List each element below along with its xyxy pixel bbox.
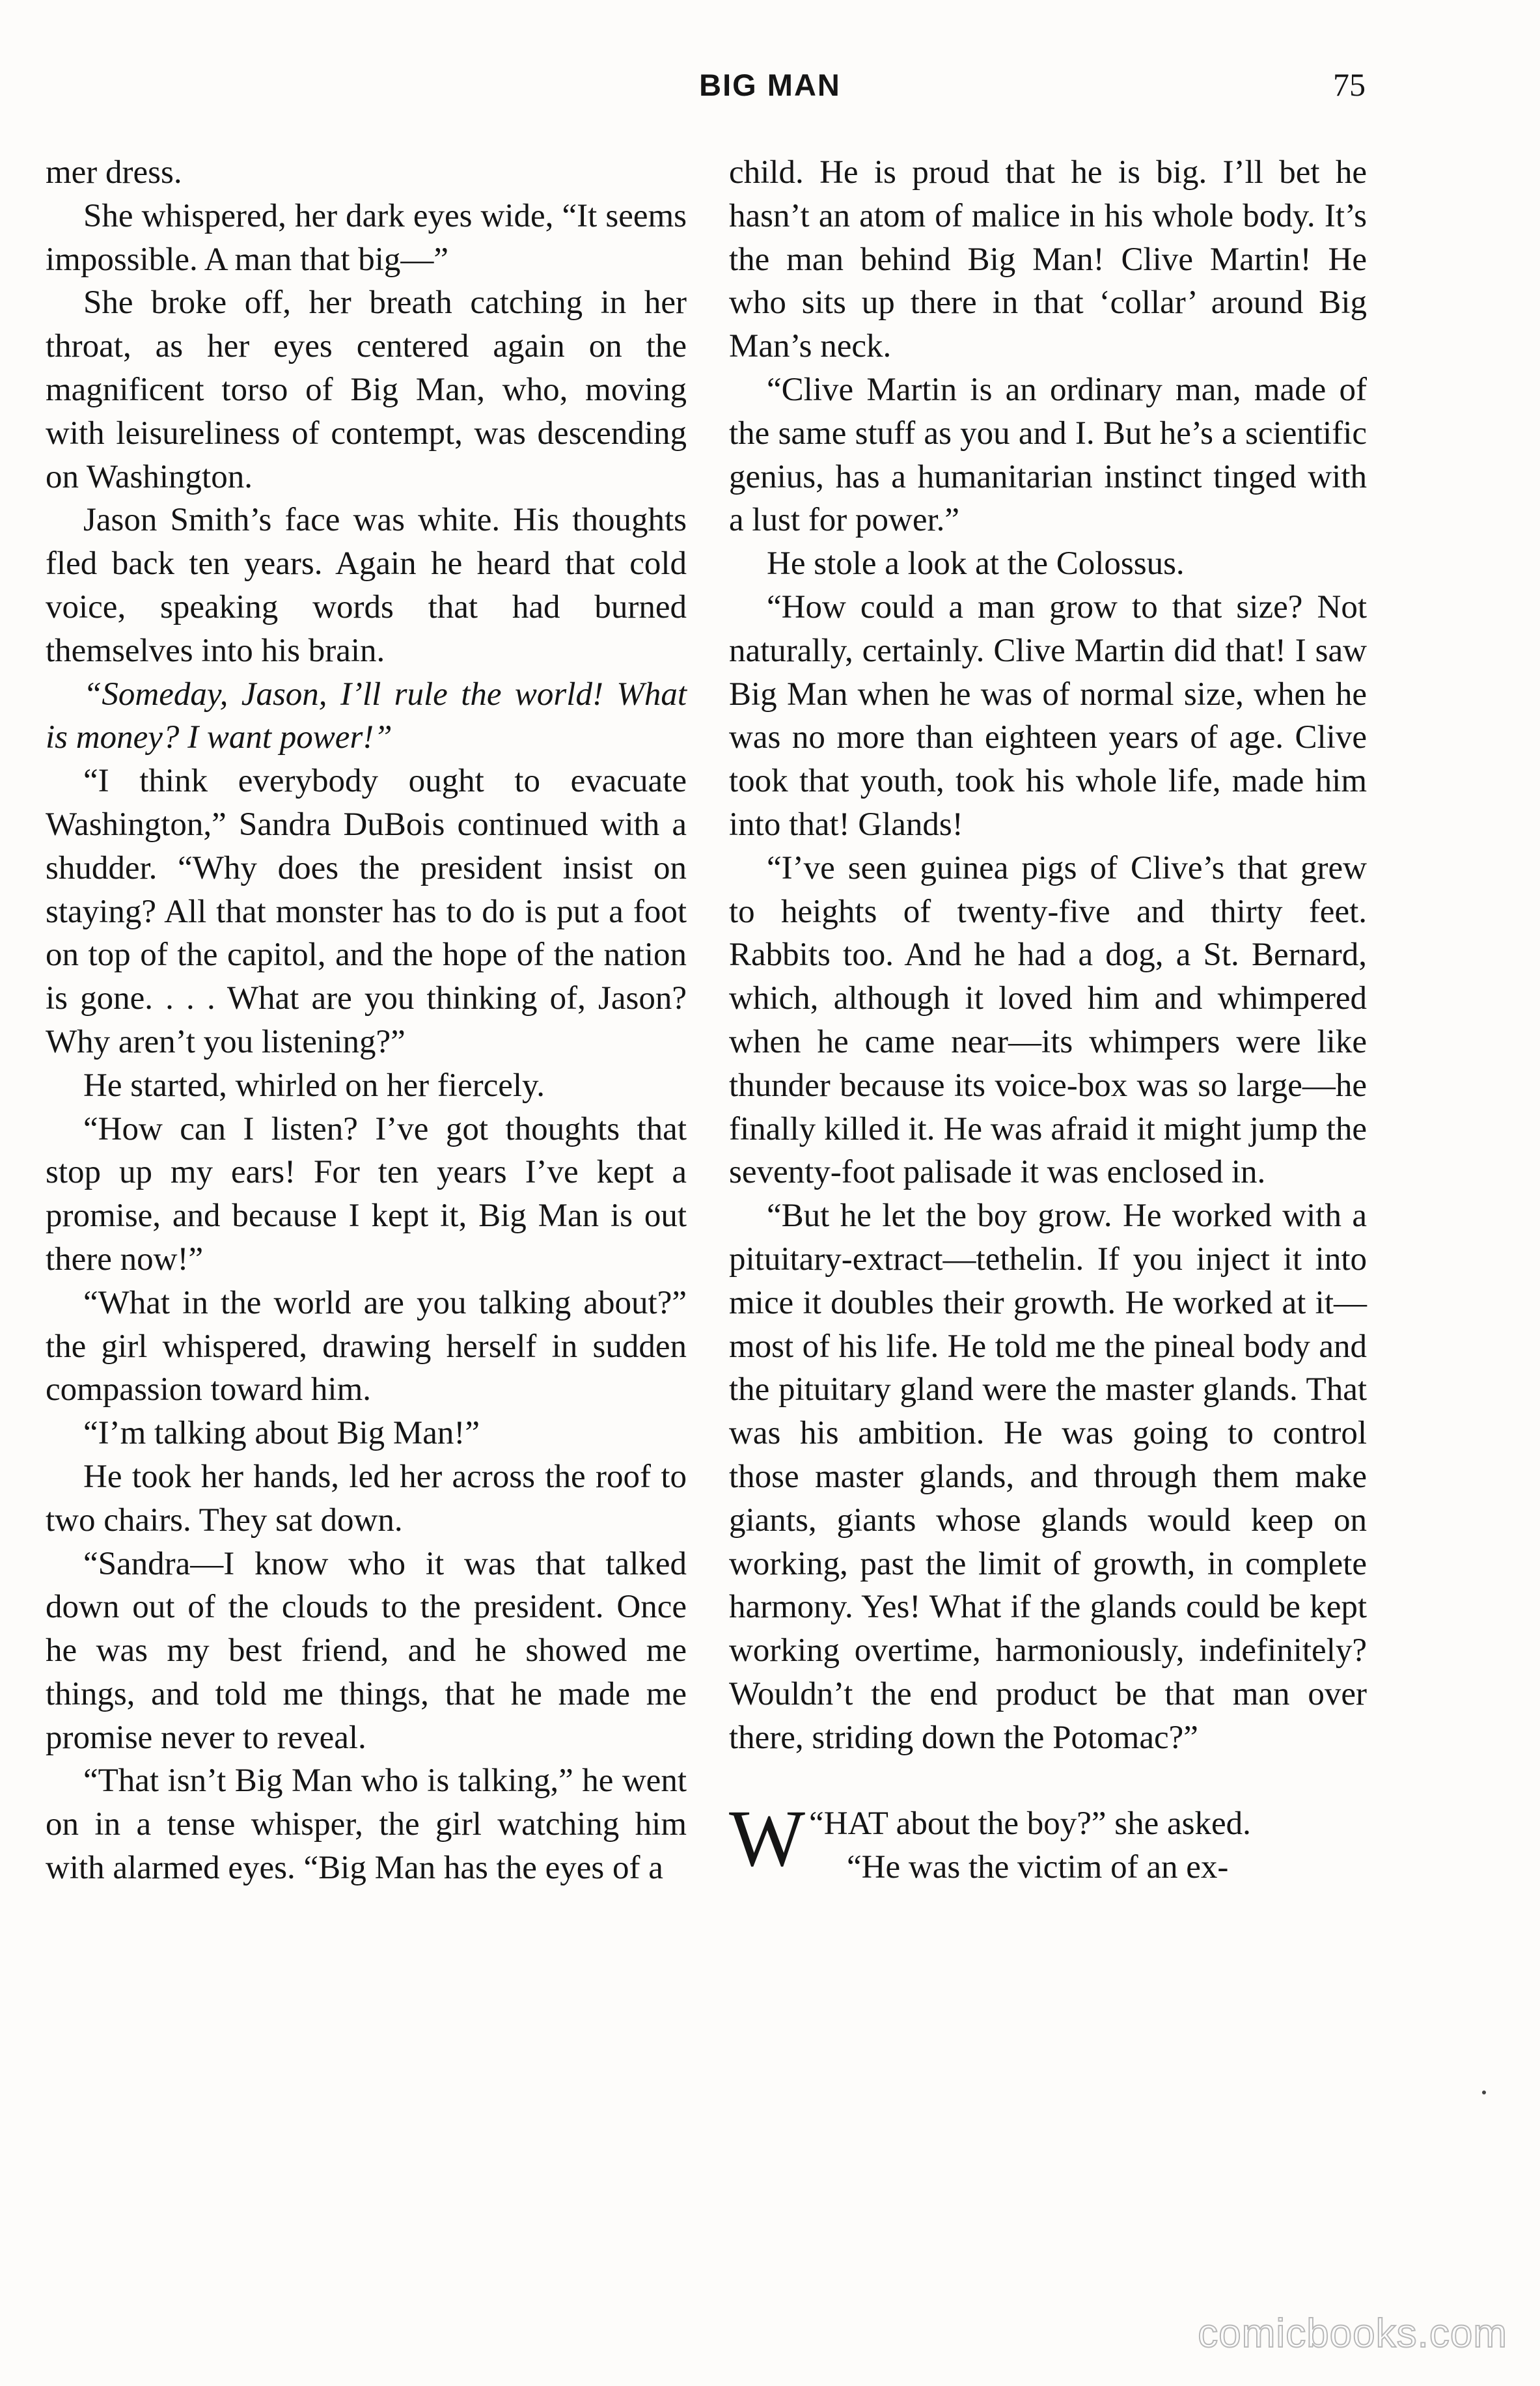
paragraph: “How can I listen? I’ve got thoughts that stop up my ears! For ten years I’ve kept a promise, and because I kept it, Big Man is out there now!” [46,1110,687,1278]
paragraph: mer dress. [46,154,182,191]
drop-cap-initial: W [729,1794,806,1884]
paragraph: “But he let the boy grow. He worked with a pituitary-extract—tethelin. If you inject it into mice it doubles their growth. He worked at it—most of his life. He told me the pineal body and the pituitary gland were the master glands. That was his ambition. He was going to control those master glands, and through them make giants, giants whose glands would keep on working, past the limit of growth, in complete harmony. Yes! What if the glands could be kept working overtime, harmoniously, indefinitely? Wouldn’t the end product be that man over there, striding down the Potomac?” [729,1198,1367,1756]
running-title: BIG MAN [699,68,841,102]
paragraph: He stole a look at the Colossus. [767,545,1185,583]
paragraph: child. He is proud that he is big. I’ll bet he hasn’t an atom of malice in his whole body. It’s the man behind Big Man! Clive Martin! He who sits up there in that ‘collar’ around Big Man’s neck. [729,154,1367,365]
watermark: comicbooks.com [1198,2311,1507,2356]
print-speck [1482,2091,1486,2094]
italic-quote-paragraph: “Someday, Jason, I’ll rule the world! What is money? I want power!” [46,676,687,756]
paragraph: “Clive Martin is an ordinary man, made of the same stuff as you and I. But he’s a scientific genius, has a humanitarian instinct tinged with a lust for power.” [729,371,1367,539]
dropcap-open-quote: “ [809,1805,824,1843]
paragraph: “What in the world are you talking about?” the girl whispered, drawing herself in sudden compassion toward him. [46,1284,687,1408]
dropcap-text: HAT about the boy?” she asked. [823,1805,1251,1843]
paragraph: She broke off, her breath catching in her throat, as her eyes centered again on the magnificent torso of Big Man, who, moving with leisureliness of contempt, was descending on Washington. [46,284,687,495]
right-column [729,151,1367,1889]
paragraph: “I’m talking about Big Man!” [83,1415,480,1452]
paragraph: Jason Smith’s face was white. His thoughts fled back ten years. Again he heard that cold voice, speaking words that had burned themselves into his brain. [46,502,687,669]
paragraph: He started, whirled on her fiercely. [83,1067,545,1104]
paragraph: “How could a man grow to that size? Not naturally, certainly. Clive Martin did that! I saw Big Man when he was of normal size, when he was no more than eighteen years of age. Clive took that youth, took his whole life, made him into that! Glands! [729,588,1367,843]
paragraph: He took her hands, led her across the roof to two chairs. They sat down. [46,1458,687,1539]
left-column [46,151,687,1890]
paragraph: “Sandra—I know who it was that talked down out of the clouds to the president. Once he was my best friend, and he showed me things, and told me things, that he made me promise never to reveal. [46,1545,687,1756]
paragraph: “He was the victim of an ex- [847,1849,1229,1886]
page-number: 75 [1333,66,1366,103]
paragraph: “I’ve seen guinea pigs of Clive’s that grew to heights of twenty-five and thirty feet. Rabbits too. And he had a dog, a St. Bernard, which, although it loved him and whimpered when he came near—its whimpers were like thunder because its voice-box was so large—he finally killed it. He was afraid it might jump the seventy-foot palisade it was enclosed in. [729,849,1367,1191]
paragraph: She whispered, her dark eyes wide, “It seems impossible. A man that big—” [46,197,687,278]
page-header [0,62,1540,107]
paragraph: “That isn’t Big Man who is talking,” he went on in a tense whisper, the girl watching him with alarmed eyes. “Big Man has the eyes of a [46,1762,687,1887]
paragraph: “I think everybody ought to evacuate Washington,” Sandra DuBois continued with a shudder. “Why does the president insist on staying? All that monster has to do is put a foot on top of the capitol, and the hope of the nation is gone. . . . What are you thinking of, Jason? Why aren’t you listening?” [46,763,687,1060]
